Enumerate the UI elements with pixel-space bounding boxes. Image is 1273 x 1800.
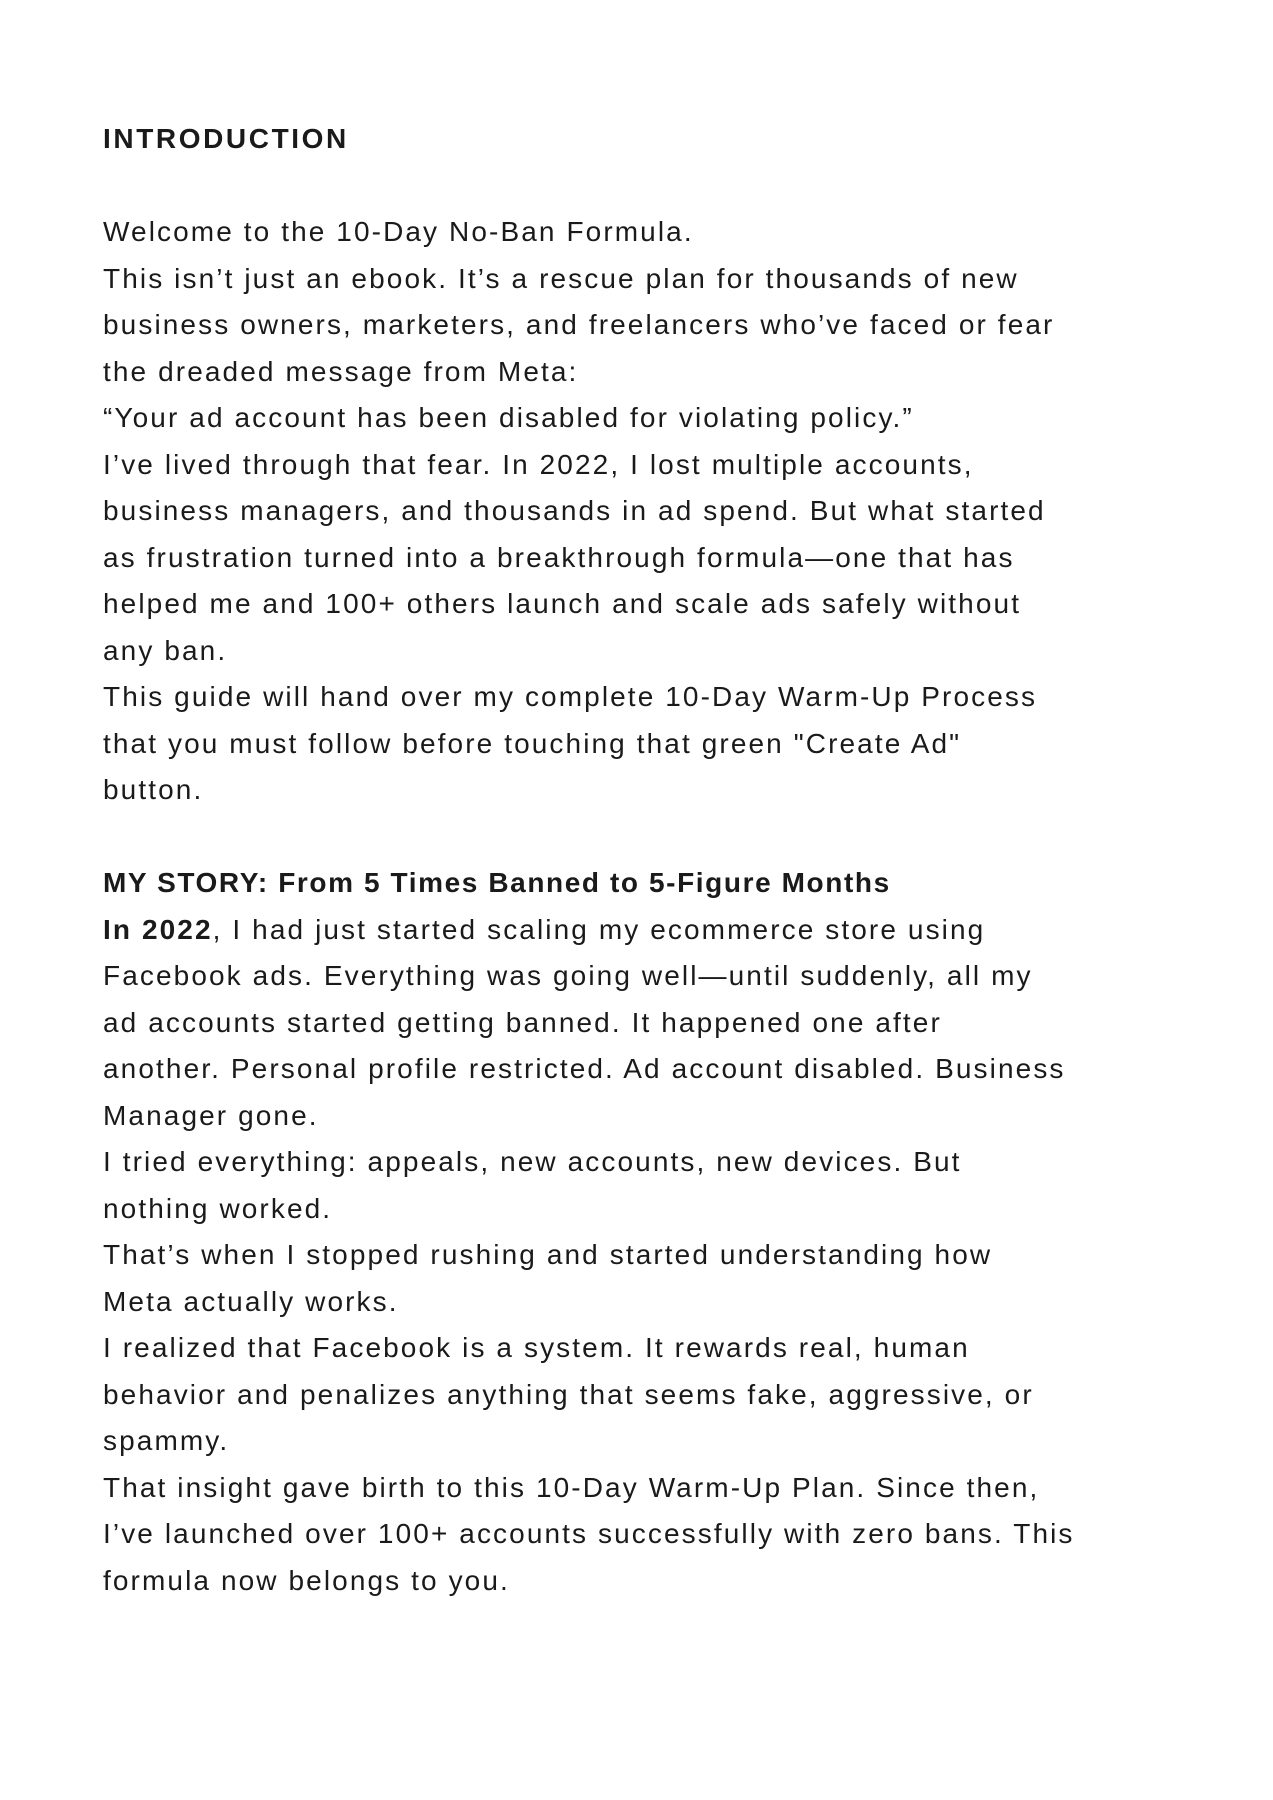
document-page [103, 116, 1193, 1604]
paragraph-line: Welcome to the 10-Day No-Ban Formula. [103, 216, 694, 247]
paragraph-line: Manager gone. [103, 1099, 319, 1131]
story-lead-bold: In 2022 [103, 913, 213, 945]
story-body [103, 907, 1193, 1605]
paragraph-line: helped me and 100+ others launch and scale ads safely without [103, 588, 1022, 619]
paragraph-line: business managers, and thousands in ad spend. But what started [103, 495, 1046, 526]
paragraph-line: I’ve launched over 100+ accounts successfully with zero bans. This [103, 1518, 1075, 1549]
paragraph-line: behavior and penalizes anything that seems fake, aggressive, or [103, 1378, 1034, 1410]
paragraph-line: ad accounts started getting banned. It happened one after [103, 1006, 942, 1038]
paragraph-line: the dreaded message from Meta: [103, 355, 579, 387]
paragraph-line: another. Personal profile restricted. Ad account disabled. Business [103, 1053, 1066, 1084]
paragraph-line: business owners, marketers, and freelancers who’ve faced or fear [103, 309, 1055, 340]
paragraph-line: I’ve lived through that fear. In 2022, I lost multiple accounts, [103, 448, 974, 480]
paragraph-line: Facebook ads. Everything was going well—until suddenly, all my [103, 960, 1033, 991]
introduction-heading: INTRODUCTION [103, 123, 349, 154]
paragraph-line: that you must follow before touching that green "Create Ad" [103, 727, 962, 759]
paragraph-line: That’s when I stopped rushing and started understanding how [103, 1239, 993, 1270]
paragraph-line: I realized that Facebook is a system. It rewards real, human [103, 1332, 970, 1363]
quote-line: “Your ad account has been disabled for violating policy.” [103, 402, 914, 433]
paragraph-line: formula now belongs to you. [103, 1564, 510, 1596]
paragraph-line: button. [103, 774, 204, 805]
paragraph-line: I tried everything: appeals, new accounts, new devices. But [103, 1146, 962, 1177]
story-heading: MY STORY: From 5 Times Banned to 5-Figure Months [103, 867, 891, 898]
paragraph-line [103, 907, 1193, 954]
spacer [103, 163, 1193, 210]
story-lead-rest: , I had just started scaling my ecommerce store using [212, 913, 986, 945]
paragraph-line: This guide will hand over my complete 10-Day Warm-Up Process [103, 681, 1038, 712]
paragraph-line: any ban. [103, 634, 228, 666]
paragraph-line: spammy. [103, 1425, 230, 1456]
paragraph-line: That insight gave birth to this 10-Day Warm-Up Plan. Since then, [103, 1471, 1040, 1503]
paragraph-line: Meta actually works. [103, 1285, 399, 1317]
paragraph-line: nothing worked. [103, 1192, 333, 1224]
paragraph-line: as frustration turned into a breakthrough formula—one that has [103, 541, 1015, 573]
paragraph-line: This isn’t just an ebook. It’s a rescue plan for thousands of new [103, 262, 1019, 294]
spacer [103, 814, 1193, 861]
introduction-body [103, 209, 1193, 814]
